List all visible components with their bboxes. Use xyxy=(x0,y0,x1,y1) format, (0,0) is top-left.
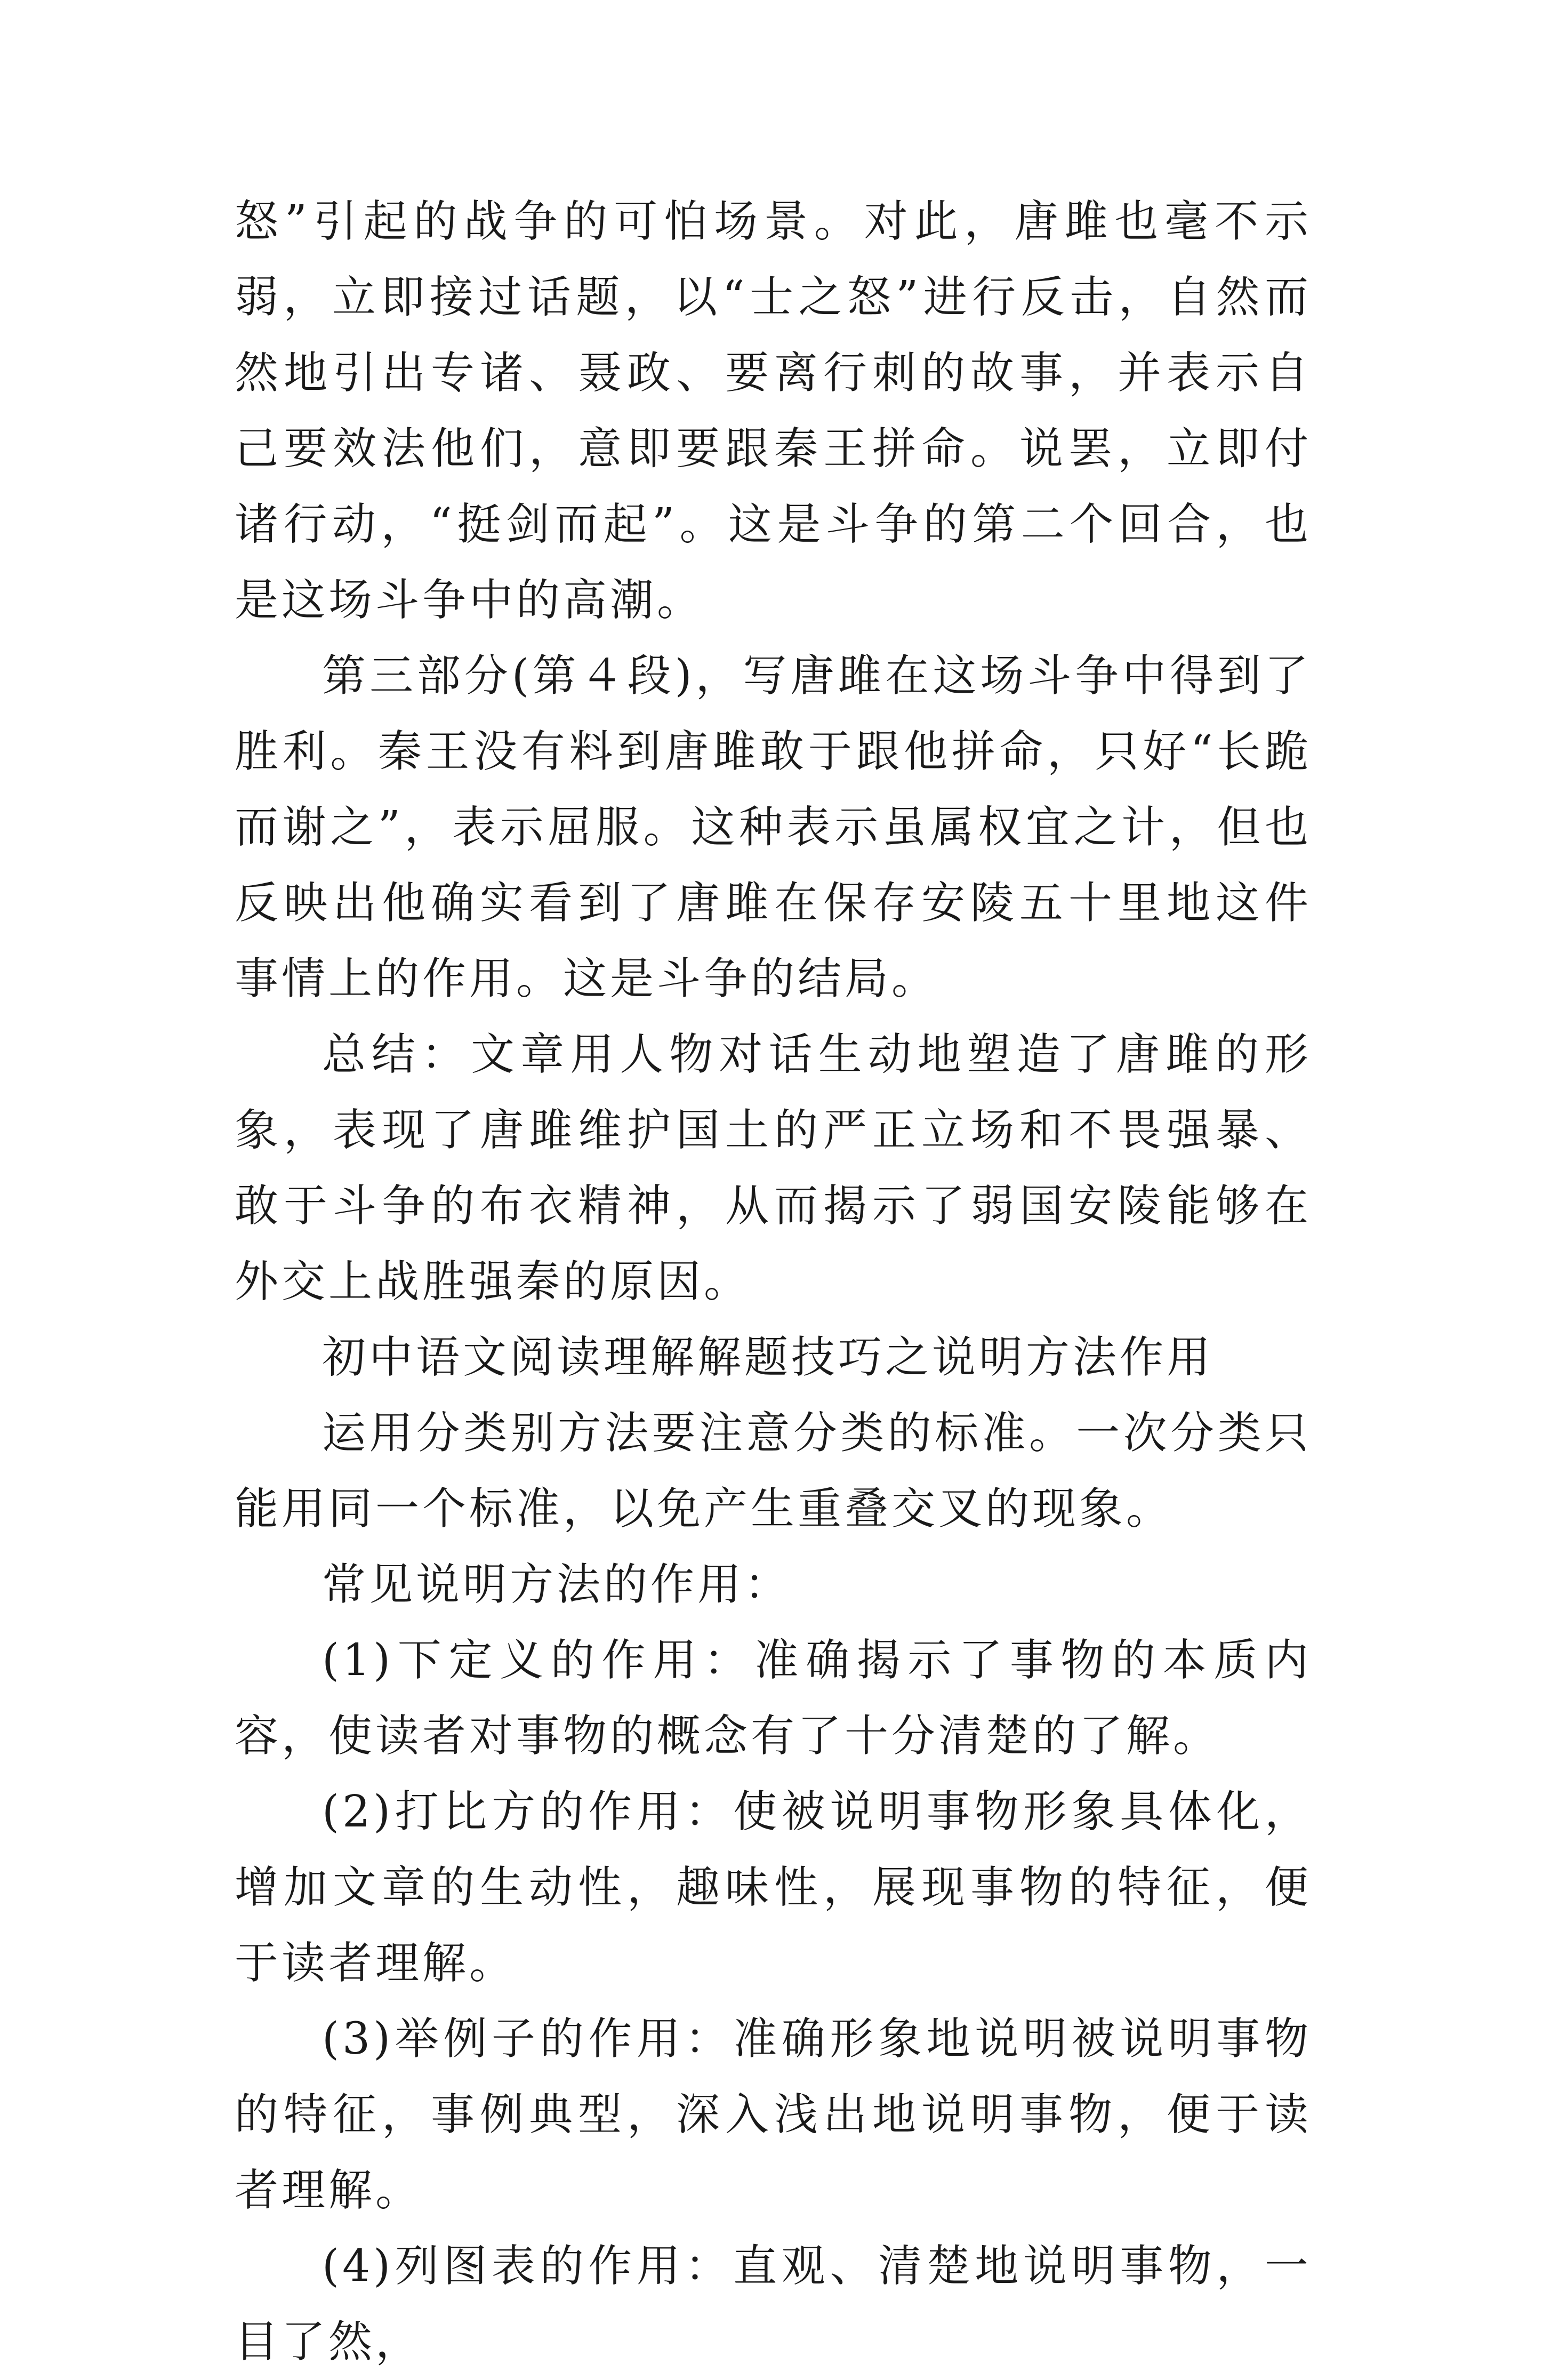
list-item-chart: (4)列图表的作用：直观、清楚地说明事物，一目了然， xyxy=(235,2241,1312,2367)
list-item-definition: (1)下定义的作用：准确揭示了事物的本质内容，使读者对事物的概念有了十分清楚的了解。 xyxy=(235,1635,1312,1761)
list-item-metaphor: (2)打比方的作用：使被说明事物形象具体化，增加文章的生动性，趣味性，展现事物的特征，便于读者理解。 xyxy=(235,1786,1312,1989)
paragraph-part-three: 第三部分(第４段)，写唐雎在这场斗争中得到了胜利。秦王没有料到唐雎敢于跟他拼命，只好“长跪而谢之”，表示屈服。这种表示虽属权宜之计，但也反映出他确实看到了唐雎在保存安陵五十里地这件事情上的作用。这是斗争的结局。 xyxy=(235,651,1312,1004)
section-heading: 初中语文阅读理解解题技巧之说明方法作用 xyxy=(322,1332,1214,1383)
list-item-example: (3)举例子的作用：准确形象地说明被说明事物的特征，事例典型，深入浅出地说明事物，便于读者理解。 xyxy=(235,2014,1312,2216)
paragraph-classification: 运用分类别方法要注意分类的标准。一次分类只能用同一个标准，以免产生重叠交叉的现象。 xyxy=(235,1408,1312,1534)
document-body xyxy=(235,184,1312,2380)
paragraph-summary: 总结：文章用人物对话生动地塑造了唐雎的形象，表现了唐雎维护国土的严正立场和不畏强暴、敢于斗争的布衣精神，从而揭示了弱国安陵能够在外交上战胜强秦的原因。 xyxy=(235,1029,1312,1307)
paragraph-dialogue-climax: 怒”引起的战争的可怕场景。对此，唐雎也毫不示弱，立即接过话题，以“士之怒”进行反击，自然而然地引出专诸、聂政、要离行刺的故事，并表示自己要效法他们，意即要跟秦王拼命。说罢，立即付诸行动，“挺剑而起”。这是斗争的第二个回合，也是这场斗争中的高潮。 xyxy=(235,196,1312,626)
paragraph-common-methods: 常见说明方法的作用： xyxy=(322,1559,792,1610)
